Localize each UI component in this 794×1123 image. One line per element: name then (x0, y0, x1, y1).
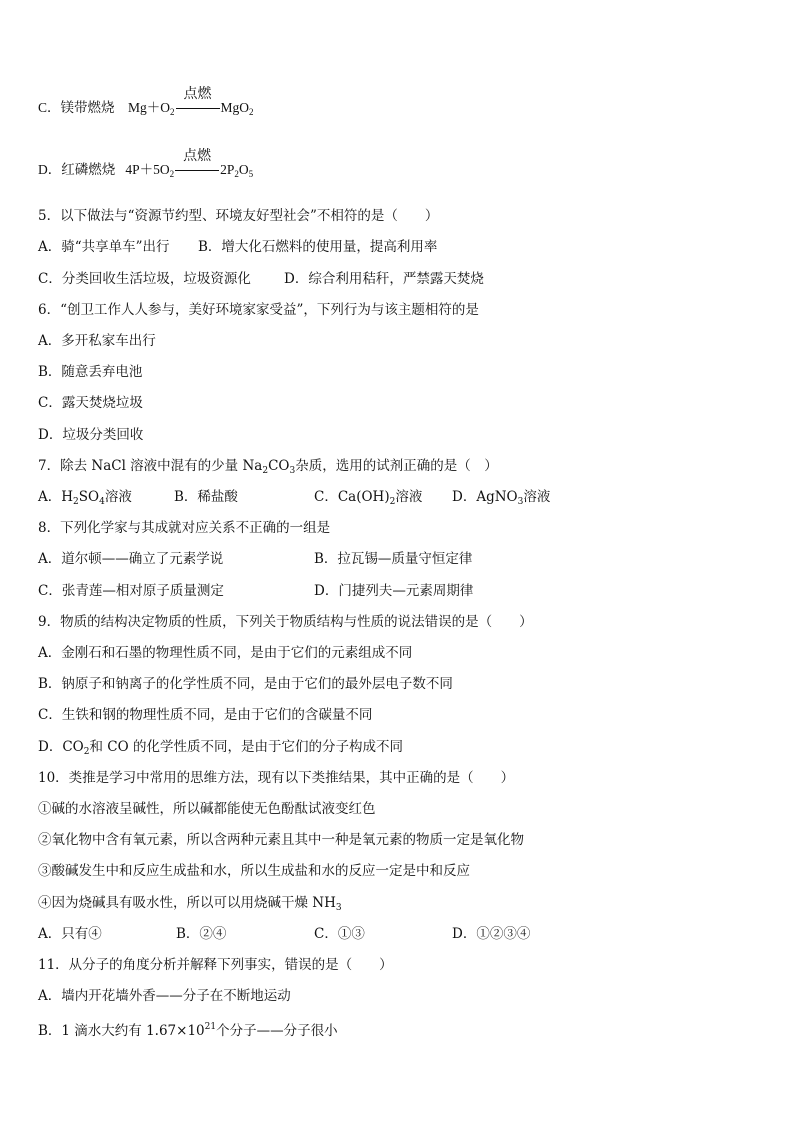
question-7-options (38, 488, 550, 511)
option-b[interactable]: B．钠原子和钠离子的化学性质不同，是由于它们的最外层电子数不同 (38, 676, 453, 692)
question-9-stem: 9．物质的结构决定物质的性质，下列关于物质结构与性质的说法错误的是（ ） (38, 614, 533, 630)
option-c[interactable]: C．①③ (314, 926, 365, 942)
question-8-options-row2 (38, 582, 473, 600)
option-b[interactable]: B．增大化石燃料的使用量，提高利用率 (198, 239, 438, 255)
reaction-condition: 点燃 (183, 149, 212, 164)
equation-c-left: Mg＋O (128, 100, 171, 115)
option-b[interactable]: B．②④ (176, 926, 227, 942)
question-5-options-row1 (38, 238, 437, 256)
reaction-condition-arrow (176, 87, 220, 111)
statement-3: ③酸碱发生中和反应生成盐和水，所以生成盐和水的反应一定是中和反应 (38, 863, 470, 879)
option-d[interactable]: D．垃圾分类回收 (38, 427, 144, 443)
option-c[interactable]: C．生铁和钢的物理性质不同，是由于它们的含碳量不同 (38, 707, 373, 723)
question-8-options-row1 (38, 550, 472, 568)
statement-2: ②氧化物中含有氧元素，所以含两种元素且其中一种是氧元素的物质一定是氧化物 (38, 832, 524, 848)
option-c[interactable]: C．露天焚烧垃圾 (38, 395, 143, 411)
option-a[interactable]: A．金刚石和石墨的物理性质不同，是由于它们的元素组成不同 (38, 645, 413, 661)
option-d[interactable]: D．①②③④ (452, 926, 531, 942)
option-b[interactable]: B．随意丢弃电池 (38, 364, 143, 380)
option-d[interactable]: D．门捷列夫—元素周期律 (314, 583, 474, 599)
question-7-stem: 7．除去 NaCl 溶液中混有的少量 $Na_2CO_3$杂质，选用的试剂正确的是（ ） (38, 458, 498, 476)
equation-d: D．红磷燃烧 $4P+5O_2$ 点燃 $2P_2O_5$ (38, 149, 254, 179)
question-8-stem: 8．下列化学家与其成就对应关系不正确的一组是 (38, 520, 331, 536)
option-a[interactable]: A．只有④ (38, 926, 102, 942)
equation-d-right: 2P (220, 162, 235, 177)
equation-d-left: 4P＋5O (125, 162, 170, 177)
option-b[interactable]: B．稀盐酸 (174, 489, 238, 505)
option-a[interactable]: A．道尔顿——确立了元素学说 (38, 551, 224, 567)
question-10-options (38, 925, 530, 943)
question-6-stem: 6．“创卫工作人人参与，美好环境家家受益”，下列行为与该主题相符的是 (38, 302, 479, 318)
equation-d-label: D．红磷燃烧 (38, 162, 116, 177)
option-c[interactable]: C．$Ca(OH)_2$溶液 (314, 489, 423, 507)
option-a[interactable]: A．墙内开花墙外香——分子在不断地运动 (38, 988, 291, 1004)
reaction-condition: 点燃 (183, 87, 212, 102)
option-a[interactable]: A．骑“共享单车”出行 (38, 239, 170, 255)
option-d[interactable]: D．AgNO$_3$溶液 (452, 489, 551, 507)
option-a[interactable]: A．$H_2SO_4$溶液 (38, 489, 132, 507)
option-d[interactable]: D．$CO_2$和 CO 的化学性质不同，是由于它们的分子构成不同 (38, 739, 403, 757)
option-c[interactable]: C．分类回收生活垃圾，垃圾资源化 (38, 271, 251, 287)
reaction-condition-arrow (175, 149, 219, 173)
question-5-stem: 5．以下做法与“资源节约型、环境友好型社会”不相符的是（ ） (38, 208, 439, 224)
option-a[interactable]: A．多开私家车出行 (38, 333, 156, 349)
statement-4: ④因为烧碱具有吸水性，所以可以用烧碱干燥 $NH_3$ (38, 895, 342, 913)
question-5-options-row2 (38, 270, 484, 288)
statement-1: ①碱的水溶液呈碱性，所以碱都能使无色酚酞试液变红色 (38, 801, 376, 817)
equation-c-label: C．镁带燃烧 (38, 100, 115, 115)
equation-c: C．镁带燃烧 $Mg+O_2$ 点燃 MgO$_2$ (38, 87, 254, 117)
equation-c-right: MgO (220, 100, 250, 115)
option-b[interactable]: B．1 滴水大约有 $1.67\times 10^{21}$个分子——分子很小 (38, 1022, 338, 1039)
option-c[interactable]: C．张青莲—相对原子质量测定 (38, 583, 224, 599)
question-10-stem: 10．类推是学习中常用的思维方法，现有以下类推结果，其中正确的是（ ） (38, 770, 515, 786)
question-11-stem: 11．从分子的角度分析并解释下列事实，错误的是（ ） (38, 957, 393, 973)
option-b[interactable]: B．拉瓦锡—质量守恒定律 (314, 551, 473, 567)
option-d[interactable]: D．综合利用秸秆，严禁露天焚烧 (284, 271, 484, 287)
